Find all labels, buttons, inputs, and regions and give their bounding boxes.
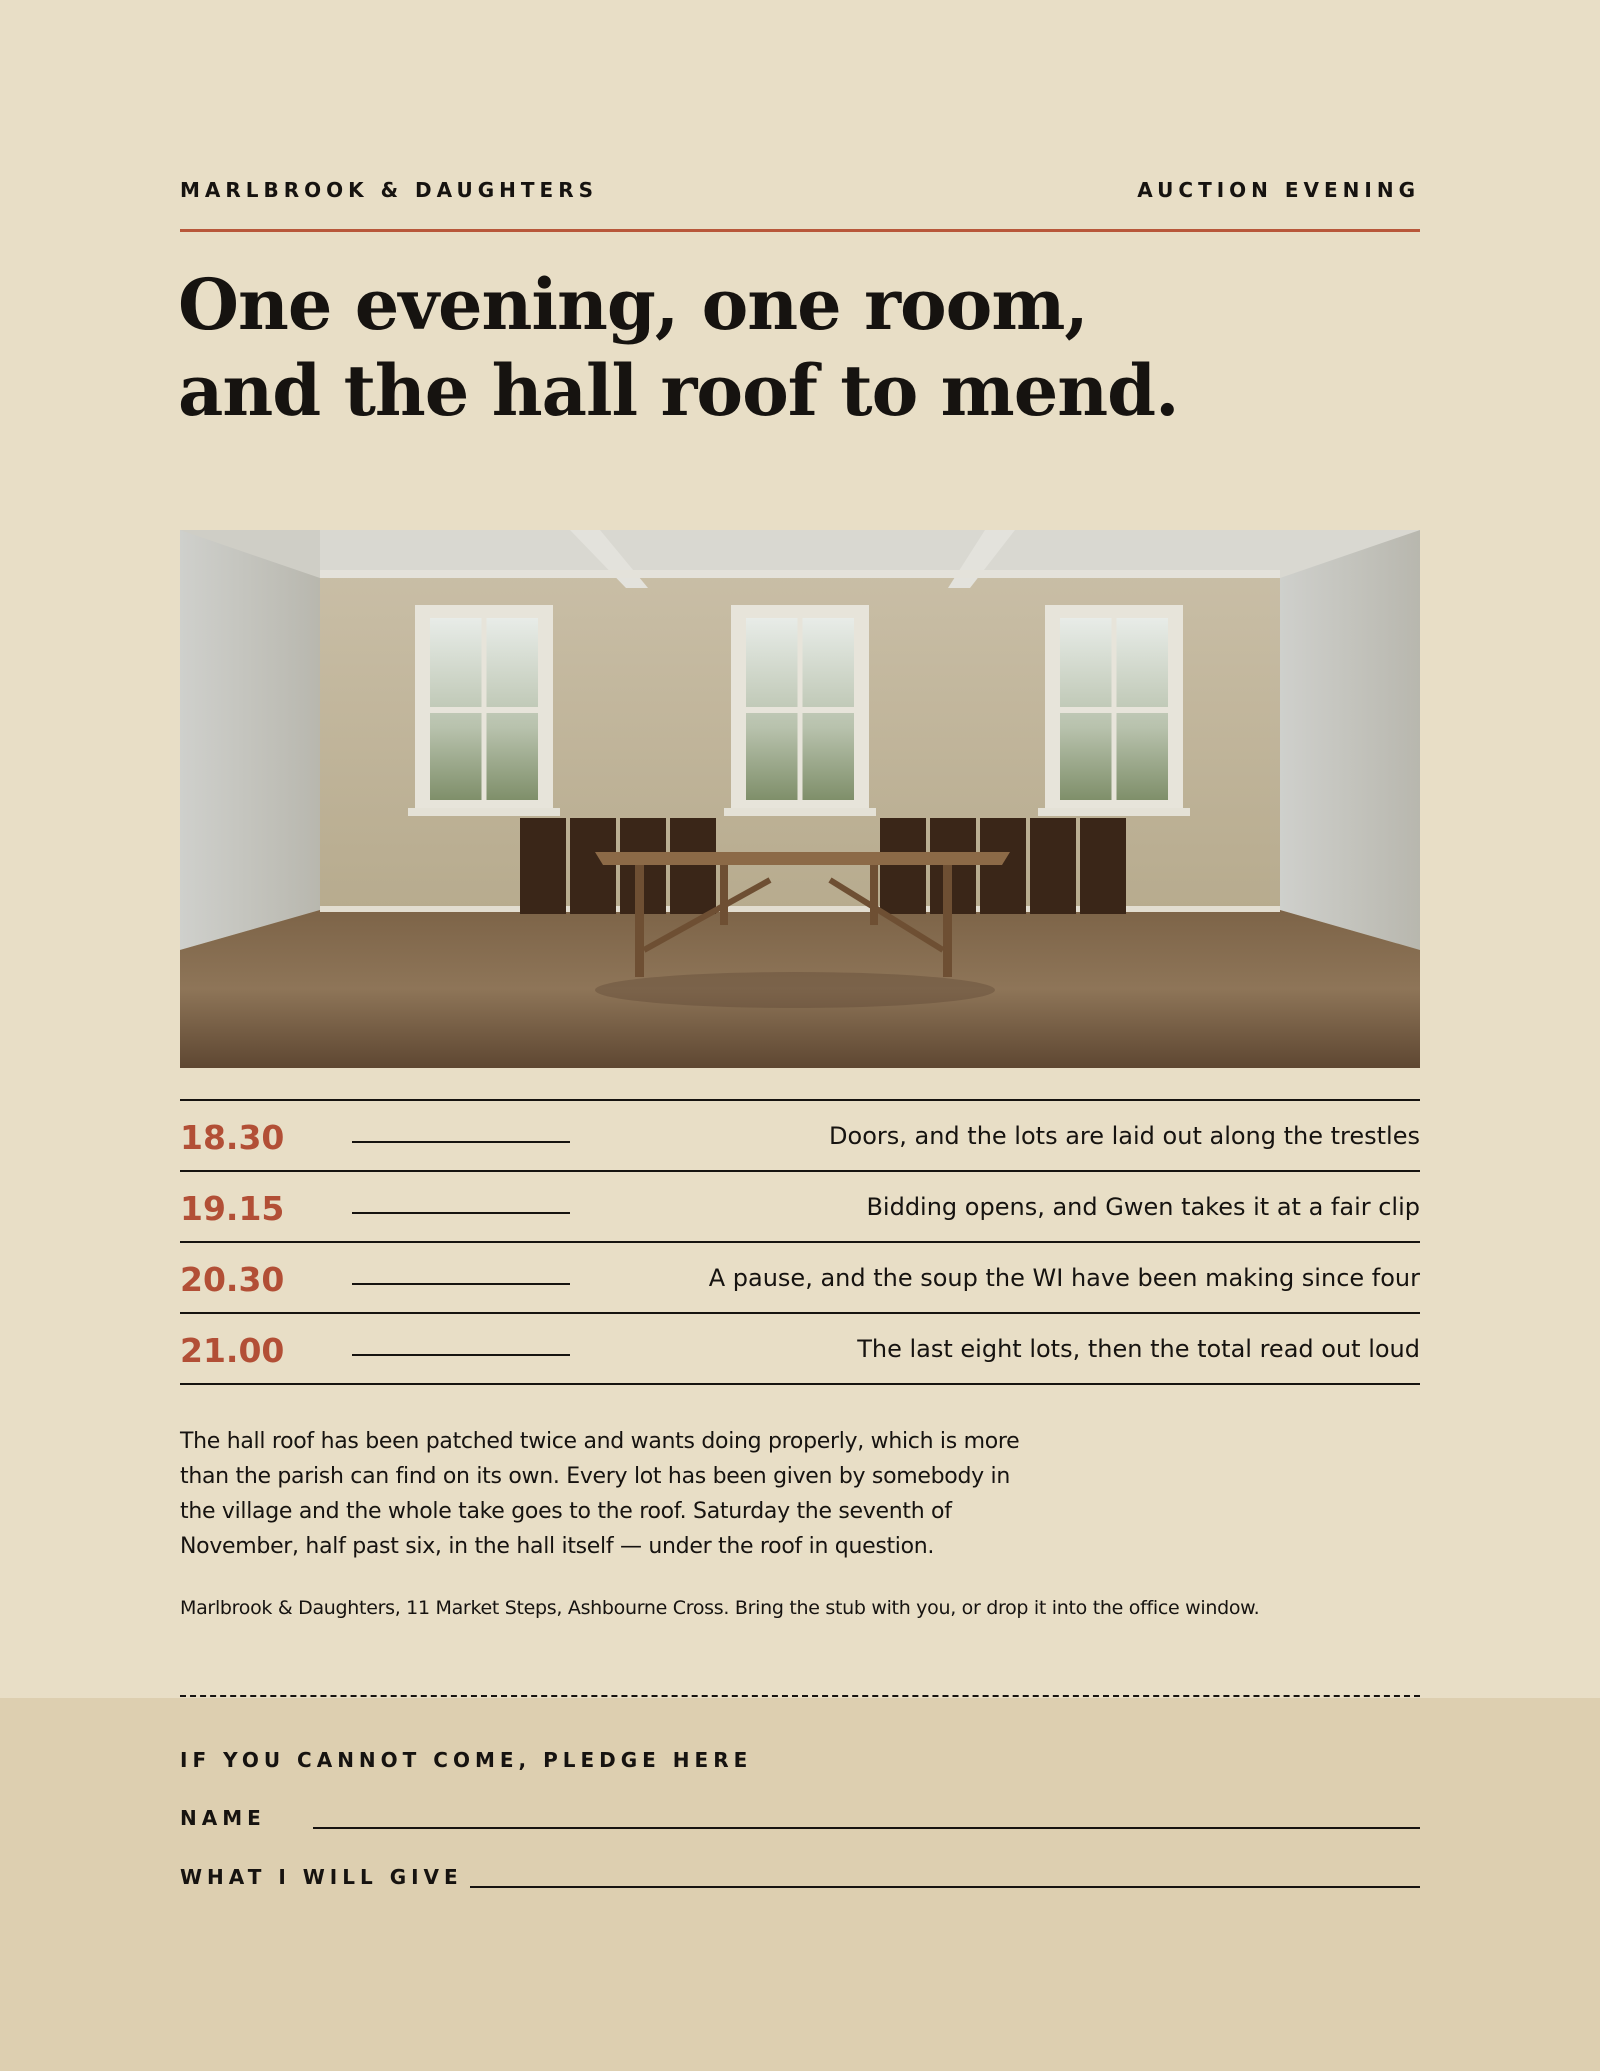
masthead-rule [180,229,1420,232]
brand-name: MARLBROOK & DAUGHTERS [180,178,599,202]
schedule-row [180,1172,1420,1243]
schedule-description: Doors, and the lots are laid out along the trestles [829,1122,1420,1150]
schedule-leader-line [352,1212,570,1214]
body-paragraph: The hall roof has been patched twice and wants doing properly, which is more than the parish can find on its own. Every lot has been given by somebody in the village and the whole take goes to the roof. Saturday the seventh of November, half past six, in the hall itself — under the roof in question. [180,1429,1020,1559]
name-label: NAME [180,1806,266,1830]
schedule-time: 18.30 [180,1118,285,1157]
address-line: Marlbrook & Daughters, 11 Market Steps, Ashbourne Cross. Bring the stub with you, or drop it into the office window. [180,1597,1260,1619]
name-field[interactable] [313,1827,1420,1829]
schedule-row [180,1243,1420,1314]
schedule-leader-line [352,1354,570,1356]
schedule-row [180,1314,1420,1385]
event-name: AUCTION EVENING [1137,178,1420,202]
title-line-2: and the hall roof to mend. [178,349,1179,432]
pledge-amount-label: WHAT I WILL GIVE [180,1865,463,1889]
hall-interior-photo [180,530,1420,1068]
page-title [178,262,1278,434]
title-line-1: One evening, one room, [178,263,1088,346]
schedule-leader-line [352,1141,570,1143]
schedule-description: The last eight lots, then the total read out loud [857,1335,1420,1363]
pledge-amount-field[interactable] [470,1886,1420,1888]
masthead [180,178,1420,202]
schedule-leader-line [352,1283,570,1285]
schedule-description: A pause, and the soup the WI have been making since four [708,1264,1420,1292]
schedule-time: 21.00 [180,1331,285,1370]
schedule-description: Bidding opens, and Gwen takes it at a fair clip [866,1193,1420,1221]
schedule-time: 20.30 [180,1260,285,1299]
pledge-heading: IF YOU CANNOT COME, PLEDGE HERE [180,1748,753,1772]
schedule-row [180,1101,1420,1172]
schedule-table [180,1099,1420,1385]
tear-off-line [180,1695,1420,1697]
schedule-time: 19.15 [180,1189,285,1228]
